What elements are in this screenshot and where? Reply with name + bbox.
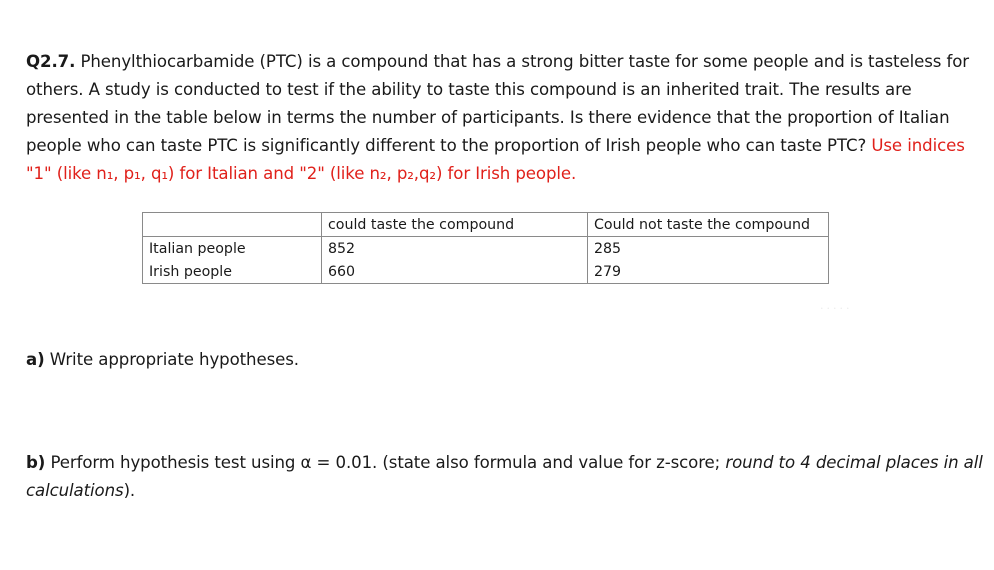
question-instruction: Use indices "1" (like n₁, p₁, q₁) for Italian and "2" (like n₂, p₂,q₂) for Irish people. [26,136,965,183]
question-paragraph [26,48,986,188]
part-b-italic: round to 4 decimal places in all calculations [26,453,983,500]
faint-watermark: ····· [820,302,853,315]
part-a-text: Write appropriate hypotheses. [44,350,299,369]
table-header-cell [143,213,322,237]
results-table [142,212,829,284]
part-b [26,449,986,505]
table-cell: Italian people [143,237,322,261]
part-b-label: b) [26,453,46,472]
part-a [26,346,299,374]
table-cell: 279 [588,260,829,284]
table-cell: Irish people [143,260,322,284]
part-a-label: a) [26,350,45,369]
question-number: Q2.7. [26,52,76,71]
part-b-end: ). [123,481,136,500]
table-header-cell: Could not taste the compound [588,213,829,237]
part-b-text: Perform hypothesis test using α = 0.01. (state also formula and value for z-score; [45,453,726,472]
table-row [143,260,829,284]
table-cell: 852 [322,237,588,261]
table-row [143,237,829,261]
table-header-row [143,213,829,237]
question-text: Phenylthiocarbamide (PTC) is a compound that has a strong bitter taste for some people and is tasteless for others. A study is conducted to test if the ability to taste this compound is an inherited trait. The results are presented in the table below in terms the number of participants. Is there evidence that the proportion of Italian people who can taste PTC is significantly different to the proportion of Irish people who can taste PTC? [26,52,969,155]
table-cell: 285 [588,237,829,261]
table-cell: 660 [322,260,588,284]
table-header-cell: could taste the compound [322,213,588,237]
